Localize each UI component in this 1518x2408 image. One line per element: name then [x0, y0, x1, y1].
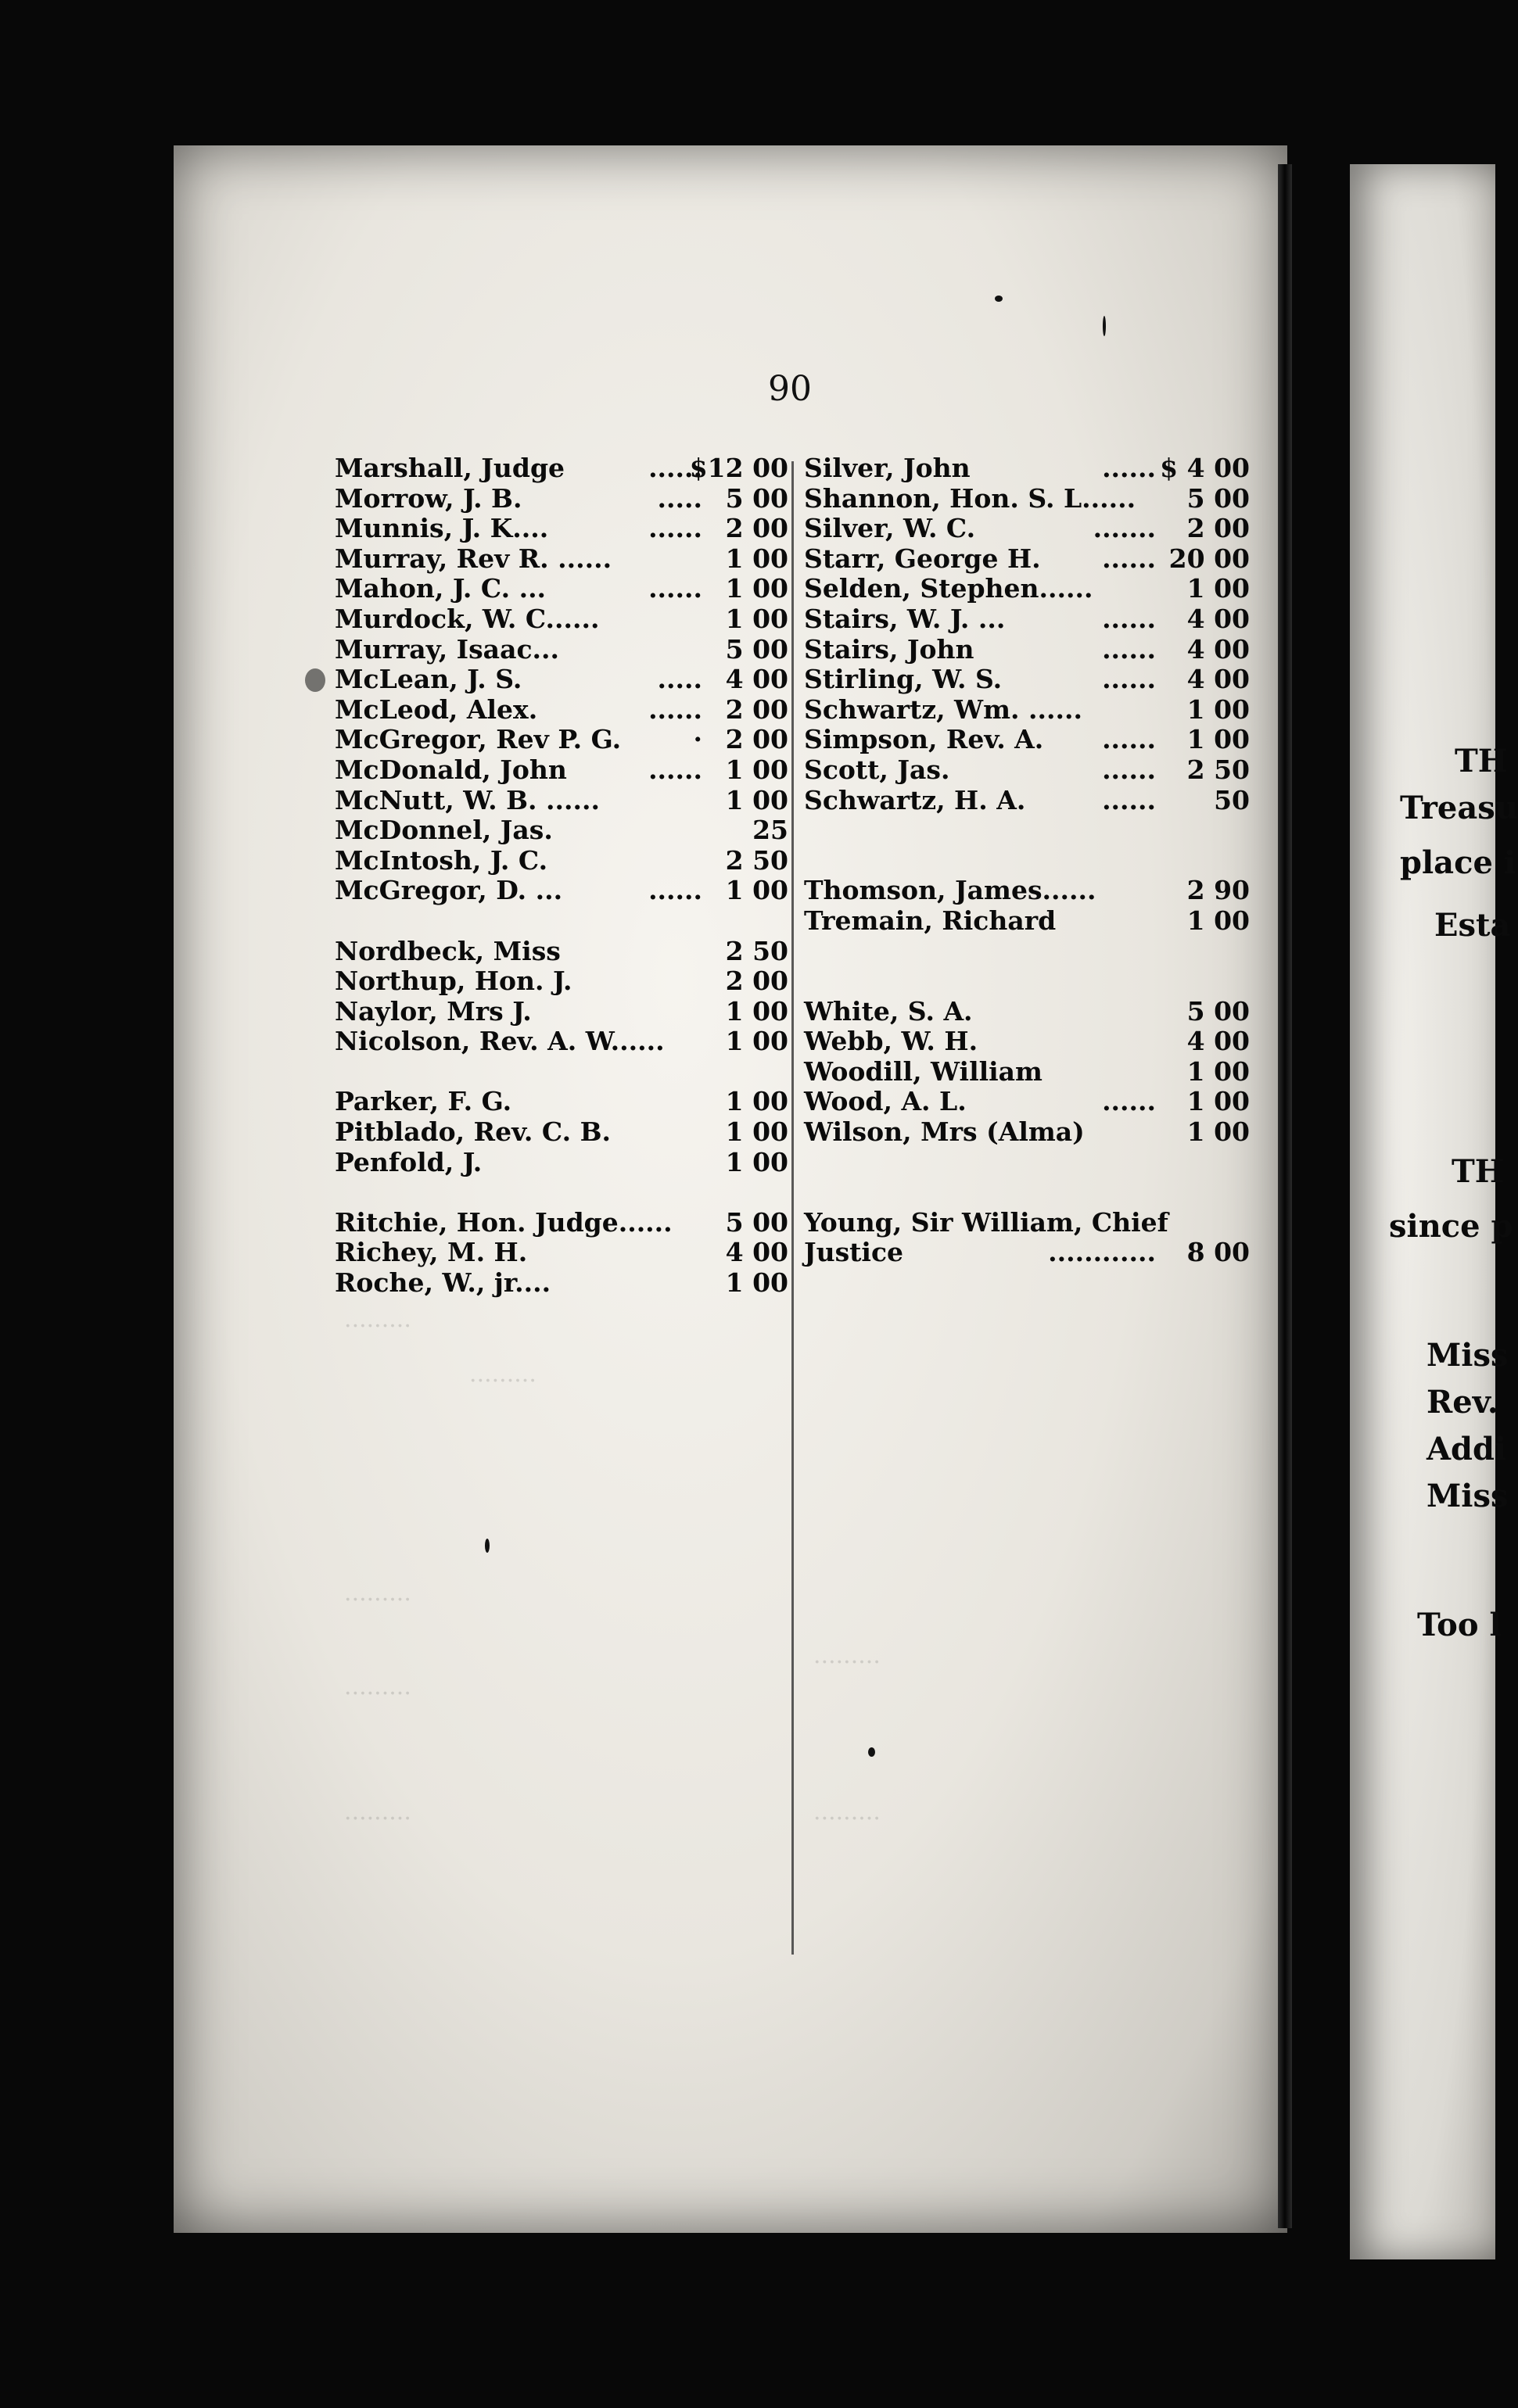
- list-item: [335, 604, 788, 635]
- amount: 1 00: [725, 1116, 788, 1148]
- right-page-fragment: Miss: [1426, 1337, 1509, 1374]
- list-item: [335, 574, 788, 604]
- subscriber-name: White, S. A.: [804, 995, 973, 1027]
- dot-leader: ......: [1102, 603, 1156, 634]
- subscriber-name: Silver, John: [804, 453, 971, 483]
- amount: 2 00: [725, 513, 788, 544]
- subscriber-name: Richey, M. H.: [335, 1237, 528, 1268]
- amount: 1 00: [725, 1026, 788, 1057]
- dot-leader: ......: [1102, 724, 1156, 755]
- subscriber-name: Wilson, Mrs (Alma): [804, 1116, 1085, 1148]
- list-item: [335, 665, 788, 695]
- subscriber-name: McDonnel, Jas.: [335, 815, 553, 846]
- list-item: [335, 1027, 788, 1057]
- subscriber-name: McLean, J. S.: [335, 664, 522, 695]
- list-item: [335, 725, 788, 755]
- dot-leader: ......: [648, 453, 702, 483]
- dot-leader: ......: [1102, 1086, 1156, 1117]
- list-item: [804, 1177, 1250, 1208]
- list-item: [804, 846, 1250, 876]
- list-item: [335, 997, 788, 1027]
- subscriber-name: Wood, A. L.: [804, 1086, 967, 1117]
- dot-leader: ......: [1102, 543, 1156, 574]
- right-page-fragment: Esta: [1434, 907, 1511, 944]
- dot-leader: ......: [1102, 664, 1156, 695]
- list-item: [804, 544, 1250, 575]
- column-divider: [791, 461, 794, 1955]
- right-page-fragment: Rev.: [1426, 1384, 1498, 1421]
- right-page-fragment: since p: [1389, 1208, 1513, 1245]
- amount: 4 00: [725, 664, 788, 695]
- amount: 2 50: [1186, 754, 1250, 785]
- list-item: [335, 846, 788, 876]
- dot-leader: .....: [657, 482, 702, 514]
- subscriber-name: McIntosh, J. C.: [335, 844, 548, 876]
- subscriber-name: Marshall, Judge: [335, 453, 565, 483]
- left-column: [335, 453, 788, 1299]
- amount: 2 50: [725, 844, 788, 876]
- amount: 4 00: [1186, 664, 1250, 695]
- list-item: [335, 1208, 788, 1238]
- subscriber-name: Selden, Stephen......: [804, 573, 1093, 604]
- dot-leader: ......: [1102, 633, 1156, 665]
- right-page-fragment: place i: [1400, 844, 1516, 881]
- dot-leader: ......: [1102, 784, 1156, 815]
- subscriber-name: Northup, Hon. J.: [335, 966, 572, 997]
- subscriber-name: Pitblado, Rev. C. B.: [335, 1116, 611, 1148]
- list-item: [335, 544, 788, 575]
- list-item: [804, 1057, 1250, 1088]
- subscriber-name: Webb, W. H.: [804, 1026, 978, 1057]
- amount: 5 00: [725, 633, 788, 665]
- paper-speck: [485, 1539, 490, 1553]
- subscriber-name: Woodill, William: [804, 1055, 1043, 1087]
- right-page-fragment: TH: [1455, 743, 1508, 779]
- list-item: [804, 937, 1250, 967]
- right-page-fragment: Addi: [1426, 1431, 1507, 1467]
- amount: 2 50: [725, 935, 788, 966]
- subscriber-name: Justice: [804, 1237, 904, 1268]
- list-item: [335, 1148, 788, 1178]
- amount: 5 00: [1186, 482, 1250, 514]
- list-item: [335, 906, 788, 937]
- amount: 1 00: [1186, 905, 1250, 936]
- amount: 8 00: [1186, 1237, 1250, 1268]
- amount: 2 90: [1186, 875, 1250, 906]
- subscriber-name: Tremain, Richard: [804, 905, 1057, 936]
- amount: 1 00: [725, 995, 788, 1027]
- subscriber-name: Munnis, J. K....: [335, 513, 549, 544]
- list-item: [335, 755, 788, 786]
- list-item: [804, 997, 1250, 1027]
- dot-leader: ......: [648, 754, 702, 785]
- amount: 1 00: [725, 573, 788, 604]
- subscriber-name: Naylor, Mrs J.: [335, 995, 532, 1027]
- amount: 2 00: [725, 724, 788, 755]
- list-item: [335, 966, 788, 997]
- list-item: [804, 1238, 1250, 1268]
- amount: 1 00: [1186, 1055, 1250, 1087]
- amount: 5 00: [725, 1206, 788, 1238]
- subscriber-name: Murray, Rev R. ......: [335, 543, 612, 574]
- subscriber-name: Ritchie, Hon. Judge......: [335, 1206, 673, 1238]
- list-item: [804, 665, 1250, 695]
- subscriber-name: Murray, Isaac...: [335, 633, 560, 665]
- subscriber-name: McNutt, W. B. ......: [335, 784, 600, 815]
- subscriber-name: Starr, George H.: [804, 543, 1041, 574]
- subscriber-name: McLeod, Alex.: [335, 693, 538, 725]
- amount: $12 00: [689, 453, 788, 483]
- right-page-fragment: TH: [1452, 1153, 1505, 1190]
- subscriber-name: Scott, Jas.: [804, 754, 950, 785]
- amount: 1 00: [725, 875, 788, 906]
- subscriber-name: Stairs, John: [804, 633, 974, 665]
- amount: 25: [752, 815, 788, 846]
- list-item: [804, 1148, 1250, 1178]
- list-item: [335, 1087, 788, 1117]
- list-item: [804, 1027, 1250, 1057]
- list-item: [335, 786, 788, 816]
- subscriber-name: Stairs, W. J. ...: [804, 603, 1006, 634]
- list-item: [804, 635, 1250, 665]
- right-page-fragment: Miss: [1426, 1478, 1509, 1514]
- list-item: [804, 484, 1250, 514]
- list-item: [804, 786, 1250, 816]
- paper-speck: [305, 668, 325, 692]
- paper-speck: [1103, 316, 1106, 336]
- subscriber-name: Roche, W., jr....: [335, 1267, 551, 1299]
- list-item: [335, 1268, 788, 1299]
- list-item: [335, 695, 788, 726]
- amount: 1 00: [725, 1086, 788, 1117]
- list-item: [335, 1177, 788, 1208]
- subscriber-name: Nordbeck, Miss: [335, 935, 561, 966]
- list-item: [335, 876, 788, 906]
- amount: 5 00: [725, 482, 788, 514]
- list-item: [335, 1057, 788, 1088]
- list-item: [335, 815, 788, 846]
- subscriber-name: Young, Sir William, Chief: [804, 1206, 1168, 1238]
- amount: 1 00: [1186, 724, 1250, 755]
- subscriber-name: McGregor, Rev P. G.: [335, 724, 622, 755]
- subscriber-name: Murdock, W. C......: [335, 603, 600, 634]
- amount: 1 00: [1186, 573, 1250, 604]
- list-item: [804, 876, 1250, 906]
- subscriber-name: Parker, F. G.: [335, 1086, 512, 1117]
- amount: 4 00: [1186, 603, 1250, 634]
- amount: 1 00: [725, 543, 788, 574]
- list-item: [804, 725, 1250, 755]
- list-item: [804, 604, 1250, 635]
- list-item: [804, 695, 1250, 726]
- subscriber-name: Stirling, W. S.: [804, 664, 1003, 695]
- subscriber-name: Schwartz, Wm. ......: [804, 693, 1082, 725]
- paper-speck: [995, 296, 1003, 302]
- amount: 4 00: [1186, 633, 1250, 665]
- list-item: [804, 966, 1250, 997]
- amount: 2 00: [725, 693, 788, 725]
- subscriber-name: Simpson, Rev. A.: [804, 724, 1044, 755]
- dot-leader: ......: [1102, 453, 1156, 483]
- amount: 1 00: [725, 603, 788, 634]
- list-item: [804, 574, 1250, 604]
- subscriber-name: McGregor, D. ...: [335, 875, 563, 906]
- list-item: [804, 815, 1250, 846]
- list-item: [804, 1208, 1250, 1238]
- list-item: [335, 1117, 788, 1148]
- list-item: [804, 1117, 1250, 1148]
- list-item: [804, 906, 1250, 937]
- amount: 1 00: [1186, 693, 1250, 725]
- list-item: [335, 1238, 788, 1268]
- amount: 50: [1214, 784, 1250, 815]
- dot-leader: ·: [693, 724, 702, 755]
- subscriber-name: Shannon, Hon. S. L......: [804, 482, 1136, 514]
- amount: 2 00: [725, 966, 788, 997]
- list-item: [804, 755, 1250, 786]
- list-item: [335, 937, 788, 967]
- dot-leader: ......: [1102, 754, 1156, 785]
- list-item: [335, 635, 788, 665]
- subscriber-name: Morrow, J. B.: [335, 482, 522, 514]
- amount: 1 00: [725, 784, 788, 815]
- right-page-fragment: Too l: [1417, 1607, 1502, 1643]
- list-item: [804, 453, 1250, 484]
- dot-leader: .......: [1093, 513, 1156, 544]
- dot-leader: ......: [648, 513, 702, 544]
- subscriber-name: Thomson, James......: [804, 875, 1096, 906]
- subscriber-name: Penfold, J.: [335, 1146, 483, 1177]
- dot-leader: .....: [657, 664, 702, 695]
- dot-leader: ......: [648, 573, 702, 604]
- subscriber-name: Mahon, J. C. ...: [335, 573, 547, 604]
- book-gutter: [1278, 164, 1292, 2228]
- amount: 4 00: [1186, 1026, 1250, 1057]
- subscriber-name: Schwartz, H. A.: [804, 784, 1026, 815]
- subscriber-name: McDonald, John: [335, 754, 567, 785]
- amount: 1 00: [725, 754, 788, 785]
- list-item: [804, 1087, 1250, 1117]
- paper-speck: [868, 1747, 875, 1757]
- page-number: 90: [768, 369, 812, 409]
- amount: $ 4 00: [1160, 453, 1250, 483]
- dot-leader: ............: [1048, 1237, 1156, 1268]
- amount: 1 00: [1186, 1116, 1250, 1148]
- dot-leader: ......: [648, 693, 702, 725]
- right-column: [804, 453, 1250, 1268]
- dot-leader: ......: [648, 875, 702, 906]
- list-item: [335, 484, 788, 514]
- amount: 4 00: [725, 1237, 788, 1268]
- amount: 1 00: [725, 1267, 788, 1299]
- amount: 5 00: [1186, 995, 1250, 1027]
- subscriber-name: Nicolson, Rev. A. W......: [335, 1026, 665, 1057]
- amount: 1 00: [1186, 1086, 1250, 1117]
- amount: 1 00: [725, 1146, 788, 1177]
- list-item: [335, 453, 788, 484]
- list-item: [335, 514, 788, 544]
- amount: 20 00: [1168, 543, 1250, 574]
- amount: 2 00: [1186, 513, 1250, 544]
- right-page-fragment: Treasu: [1400, 790, 1518, 826]
- list-item: [804, 514, 1250, 544]
- subscriber-name: Silver, W. C.: [804, 513, 976, 544]
